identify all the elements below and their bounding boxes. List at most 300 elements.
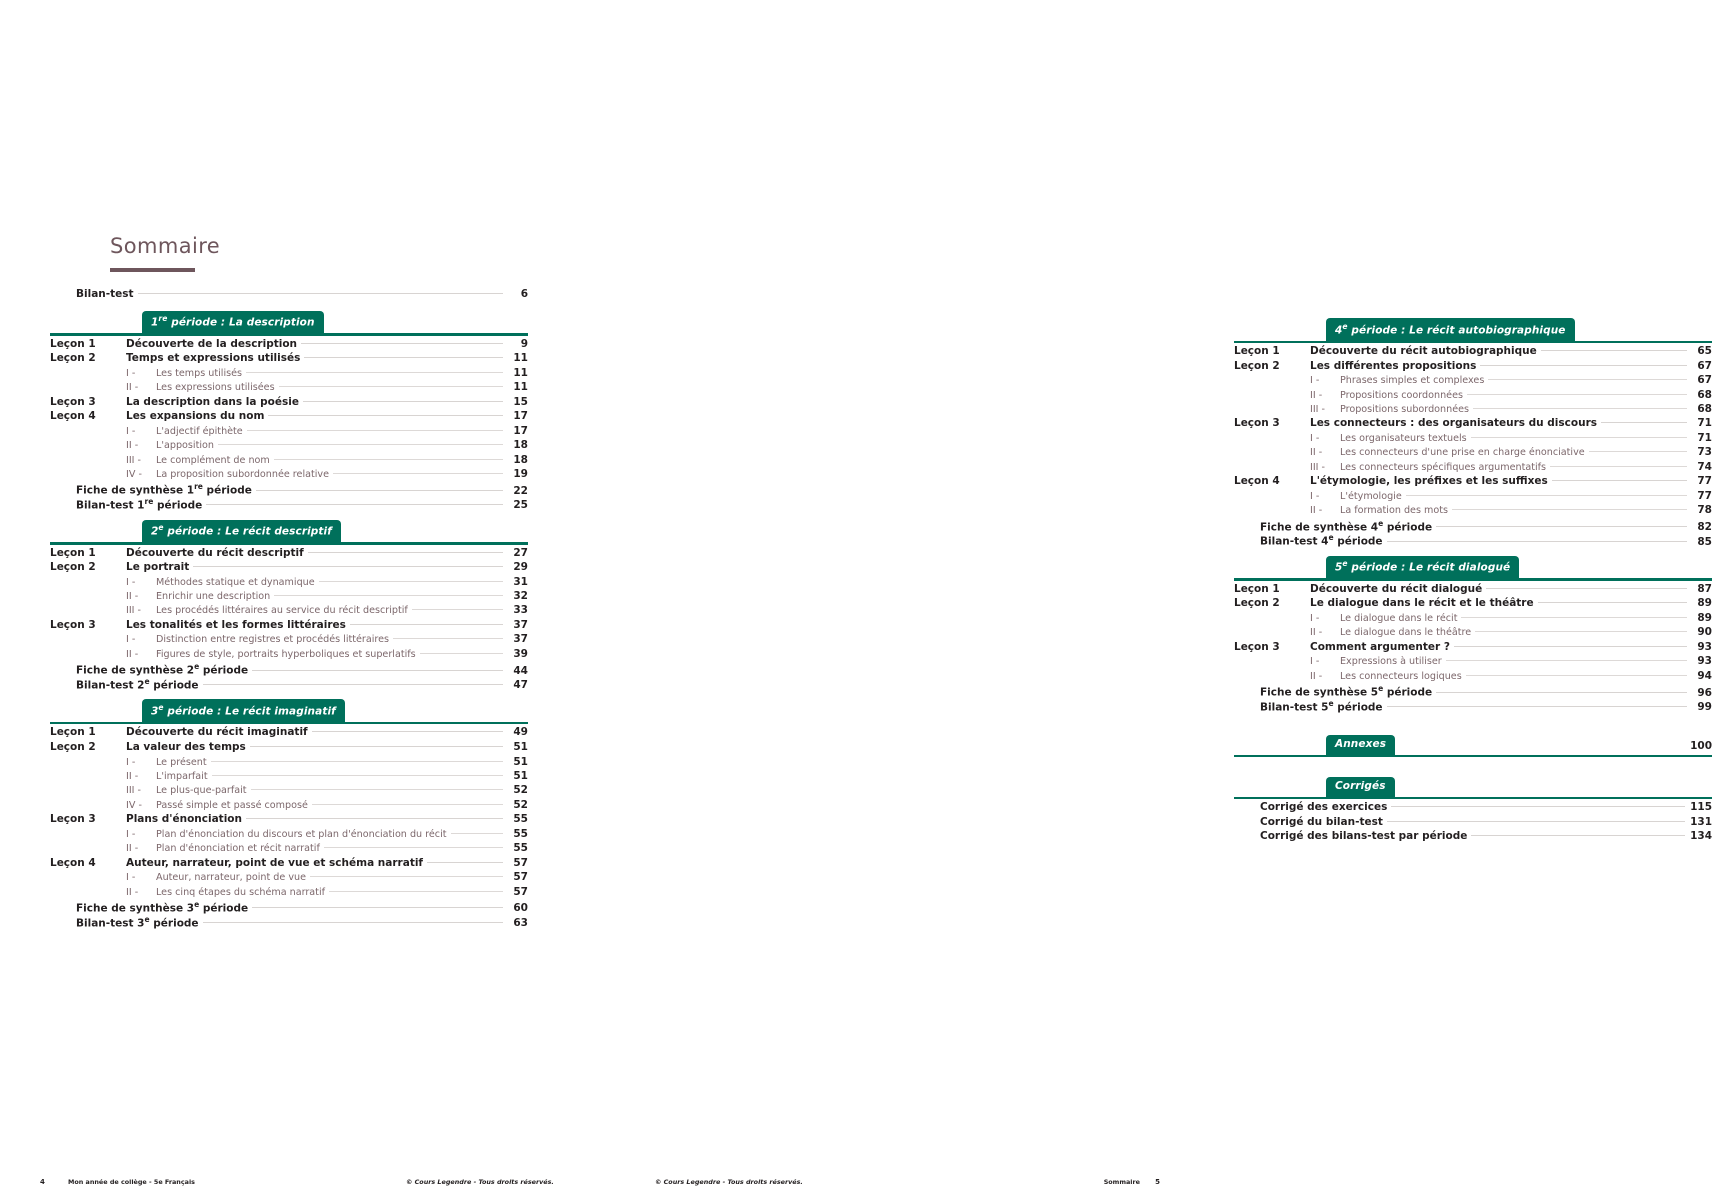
toc-row[interactable] [50, 741, 528, 756]
toc-row-title: Le présent [156, 756, 207, 768]
toc-row-page: 77 [1697, 475, 1712, 488]
toc-row-title: La valeur des temps [126, 741, 246, 754]
leader-line [420, 652, 503, 654]
toc-row-page: 52 [513, 798, 528, 811]
leader-line [303, 400, 503, 402]
leader-line [1387, 705, 1687, 707]
toc-row[interactable] [1234, 519, 1712, 534]
toc-roman-numeral: II - [1310, 389, 1323, 401]
leader-line [1406, 494, 1687, 496]
leader-line [1552, 479, 1687, 481]
toc-row[interactable] [50, 367, 528, 381]
toc-row[interactable] [50, 857, 528, 872]
leader-line [252, 906, 503, 908]
toc-row-page: 44 [513, 664, 528, 677]
leader-line [329, 890, 503, 892]
toc-lesson-label: Leçon 2 [50, 741, 96, 754]
leader-line [1387, 540, 1687, 542]
leader-line [1466, 674, 1687, 676]
toc-row-page: 57 [513, 871, 528, 884]
toc-row-title: Les expressions utilisées [156, 382, 275, 394]
toc-row-title: L'adjectif épithète [156, 425, 243, 437]
leader-line [247, 429, 503, 431]
toc-row[interactable] [1234, 626, 1712, 640]
toc-lesson-label: Leçon 3 [50, 395, 96, 408]
toc-row-title: Le portrait [126, 561, 190, 574]
toc-roman-numeral: II - [1310, 627, 1323, 639]
toc-row-page: 31 [513, 575, 528, 588]
toc-row-page: 17 [513, 410, 528, 423]
toc-row-title: Passé simple et passé composé [156, 799, 308, 811]
toc-row[interactable] [1234, 432, 1712, 446]
toc-row-title: Distinction entre registres et procédés littéraires [156, 634, 390, 646]
toc-roman-numeral: I - [1310, 490, 1320, 502]
toc-row-page: 55 [513, 842, 528, 855]
toc-row-title: Plans d'énonciation [126, 813, 242, 826]
footer-copyright: © Cours Legendre - Tous droits réservés. [655, 1178, 803, 1186]
toc-row[interactable] [50, 677, 528, 692]
toc-lesson-label: Leçon 3 [1234, 417, 1280, 430]
toc-row-page: 85 [1697, 535, 1712, 548]
toc-row-page: 11 [513, 352, 528, 365]
toc-row-title: Plan d'énonciation du discours et plan d'énonciation du récit [156, 828, 447, 840]
toc-row-page: 99 [1697, 701, 1712, 714]
toc-row-title: Le dialogue dans le théâtre [1340, 627, 1472, 639]
toc-row[interactable] [1234, 699, 1712, 714]
toc-lesson-label: Leçon 3 [1234, 640, 1280, 653]
toc-row-page: 55 [513, 827, 528, 840]
leader-line [251, 788, 503, 790]
toc-row-page: 18 [513, 453, 528, 466]
toc-row[interactable] [1234, 816, 1712, 831]
toc-row-title: Fiche de synthèse 5e période [1260, 684, 1433, 699]
toc-roman-numeral: II - [1310, 670, 1323, 682]
toc-entry-title: Bilan-test [76, 288, 134, 300]
toc-row-page: 67 [1697, 374, 1712, 387]
toc-column-left [50, 288, 528, 929]
toc-column-right [1234, 310, 1712, 845]
leader-line [393, 637, 503, 639]
toc-row-page: 93 [1697, 640, 1712, 653]
toc-row-title: Temps et expressions utilisés [126, 352, 301, 365]
toc-roman-numeral: II - [1310, 505, 1323, 517]
toc-row-page: 51 [513, 770, 528, 782]
toc-row[interactable] [1234, 490, 1712, 504]
leader-line [211, 760, 503, 762]
toc-row-title: La description dans la poésie [126, 395, 299, 408]
toc-row-page: 19 [513, 467, 528, 480]
toc-row-title: Le complément de nom [156, 454, 270, 466]
toc-row[interactable] [1234, 597, 1712, 612]
leader-line [1436, 525, 1687, 527]
toc-row[interactable] [50, 619, 528, 634]
leader-line [1467, 393, 1687, 395]
leader-line [1473, 407, 1687, 409]
toc-roman-numeral: I - [126, 828, 136, 840]
toc-row-title: Corrigé des exercices [1260, 801, 1388, 814]
toc-row-page: 49 [513, 726, 528, 739]
toc-row-page: 22 [513, 484, 528, 497]
toc-row[interactable] [1234, 446, 1712, 460]
toc-row-title: La proposition subordonnée relative [156, 468, 329, 480]
toc-entry-bilan-test[interactable] [50, 288, 528, 303]
leader-line [451, 832, 504, 834]
section-rule [1234, 755, 1712, 758]
toc-row-page: 71 [1697, 431, 1712, 444]
leader-line [274, 594, 503, 596]
title-underline-rule [110, 268, 195, 272]
toc-roman-numeral: III - [1310, 403, 1325, 415]
toc-row-title: Les connecteurs : des organisateurs du discours [1310, 417, 1598, 430]
toc-row[interactable] [1234, 801, 1712, 816]
toc-row-title: Auteur, narrateur, point de vue et schéma narratif [126, 856, 423, 869]
toc-row-title: Découverte du récit descriptif [126, 546, 304, 559]
toc-row[interactable] [50, 576, 528, 590]
leader-line [1387, 820, 1685, 822]
footer-section-name: Sommaire [1103, 1178, 1140, 1186]
toc-row[interactable] [50, 352, 528, 367]
toc-lesson-label: Leçon 1 [50, 546, 96, 559]
toc-row-page: 51 [513, 755, 528, 768]
toc-row[interactable] [50, 547, 528, 562]
toc-row-title: Les cinq étapes du schéma narratif [156, 886, 325, 898]
page-left [0, 0, 600, 1200]
footer-book-name: Mon année de collège - 5e Français [68, 1178, 195, 1186]
toc-row-title: Corrigé du bilan-test [1260, 815, 1383, 828]
toc-roman-numeral: II - [126, 440, 139, 452]
toc-row-page: 89 [1697, 611, 1712, 624]
leader-line [1589, 450, 1687, 452]
toc-lesson-label: Leçon 1 [1234, 345, 1280, 357]
toc-row[interactable] [1234, 374, 1712, 388]
page-right [600, 0, 1712, 1200]
toc-row-title: Les connecteurs logiques [1340, 670, 1462, 682]
toc-lesson-label: Leçon 4 [50, 410, 96, 423]
toc-row-page: 15 [513, 395, 528, 408]
toc-row-title: Auteur, narrateur, point de vue [156, 872, 306, 884]
leader-line [1488, 378, 1687, 380]
toc-row-title: L'étymologie [1340, 490, 1402, 502]
toc-roman-numeral: IV - [126, 799, 142, 811]
toc-row-page: 52 [513, 784, 528, 797]
toc-row[interactable] [50, 338, 528, 353]
toc-row[interactable] [50, 633, 528, 647]
toc-row[interactable] [1234, 583, 1712, 598]
toc-sections-left [50, 312, 528, 930]
toc-row-title: La formation des mots [1340, 505, 1448, 517]
footer-right [600, 1178, 1200, 1200]
leader-line [246, 817, 503, 819]
toc-row-page: 29 [513, 561, 528, 574]
toc-row-page: 89 [1697, 597, 1712, 610]
toc-row-page: 57 [513, 885, 528, 898]
toc-row[interactable] [50, 561, 528, 576]
section-badge-annexes[interactable]: Annexes [1326, 735, 1395, 755]
toc-row-title: Bilan-test 1re période [76, 496, 203, 512]
toc-row[interactable] [1234, 612, 1712, 626]
section-band [50, 700, 528, 724]
toc-row[interactable] [50, 396, 528, 411]
toc-row-page: 51 [513, 741, 528, 754]
toc-roman-numeral: I - [126, 756, 136, 768]
toc-row[interactable] [1234, 504, 1712, 518]
toc-row[interactable] [50, 482, 528, 497]
toc-row-title: Découverte de la description [126, 337, 298, 350]
toc-row-page: 78 [1697, 504, 1712, 517]
toc-row-page: 63 [513, 917, 528, 930]
toc-row-title: Fiche de synthèse 4e période [1260, 518, 1433, 533]
section-rule [1234, 578, 1712, 581]
toc-lesson-label: Leçon 2 [50, 352, 96, 365]
leader-line [1436, 691, 1687, 693]
toc-row-page: 131 [1690, 815, 1712, 828]
toc-row[interactable] [1234, 684, 1712, 699]
toc-row[interactable] [50, 813, 528, 828]
toc-row[interactable] [50, 468, 528, 482]
leader-line [304, 356, 503, 358]
section-band-corriges [1234, 775, 1712, 799]
leader-line [333, 472, 503, 474]
toc-row[interactable] [50, 900, 528, 915]
leader-line [312, 730, 503, 732]
leader-line [412, 608, 503, 610]
toc-row[interactable] [1234, 403, 1712, 417]
toc-row-page: 68 [1697, 402, 1712, 415]
page-header [110, 236, 530, 272]
toc-row-page: 11 [513, 366, 528, 379]
toc-row-title: Figures de style, portraits hyperboliques et superlatifs [156, 648, 416, 660]
section-badge-corriges[interactable]: Corrigés [1326, 777, 1395, 797]
toc-entry-page: 6 [520, 288, 528, 300]
toc-row-page: 39 [513, 647, 528, 660]
toc-row[interactable] [1234, 475, 1712, 490]
leader-line [193, 565, 503, 567]
leader-line [308, 551, 503, 553]
leader-line [312, 803, 503, 805]
leader-line [324, 846, 503, 848]
leader-line [1461, 616, 1687, 618]
toc-lesson-label: Leçon 3 [50, 813, 96, 826]
toc-row[interactable] [50, 590, 528, 604]
toc-roman-numeral: I - [1310, 375, 1320, 387]
leader-line [206, 503, 503, 505]
section-badge[interactable]: 3e période : Le récit imaginatif [142, 699, 345, 722]
page-title: Sommaire [110, 234, 221, 258]
toc-row[interactable] [50, 497, 528, 512]
toc-row-page: 90 [1697, 626, 1712, 639]
toc-row-page: 37 [513, 633, 528, 646]
toc-row-title: Fiche de synthèse 1re période [76, 482, 252, 497]
section-band-annexes [1234, 733, 1712, 757]
toc-lesson-label: Leçon 2 [1234, 597, 1280, 610]
toc-row[interactable] [50, 454, 528, 468]
toc-row-title: Enrichir une description [156, 591, 271, 603]
leader-line [138, 292, 503, 294]
toc-row-page: 11 [513, 381, 528, 394]
toc-lesson-label: Leçon 4 [1234, 475, 1280, 488]
toc-row[interactable] [1234, 345, 1712, 360]
toc-row[interactable] [50, 799, 528, 813]
leader-line [1391, 805, 1685, 807]
leader-line [250, 745, 503, 747]
toc-row[interactable] [50, 425, 528, 439]
toc-row-page: 55 [513, 813, 528, 826]
leader-line [274, 458, 503, 460]
toc-row-title: Bilan-test 3e période [76, 914, 199, 930]
toc-row-title: Les différentes propositions [1310, 359, 1477, 372]
toc-row-title: Les temps utilisés [156, 367, 243, 379]
leader-line [1550, 465, 1687, 467]
toc-row-title: Fiche de synthèse 3e période [76, 899, 249, 915]
section-band [1234, 557, 1712, 581]
toc-row-page: 73 [1697, 446, 1712, 459]
toc-row-page: 27 [513, 546, 528, 559]
toc-rows-corriges [1234, 801, 1712, 845]
toc-row[interactable] [1234, 655, 1712, 669]
toc-row[interactable] [50, 784, 528, 798]
leader-line [319, 580, 503, 582]
toc-row[interactable] [50, 842, 528, 856]
section-rule [50, 542, 528, 545]
toc-row[interactable] [1234, 670, 1712, 684]
toc-lesson-label: Leçon 3 [50, 618, 96, 631]
leader-line [279, 385, 503, 387]
toc-row[interactable] [50, 604, 528, 618]
toc-row[interactable] [1234, 360, 1712, 375]
section-band [50, 312, 528, 336]
toc-row-title: Expressions à utiliser [1340, 656, 1442, 668]
toc-row[interactable] [50, 410, 528, 425]
toc-row[interactable] [50, 662, 528, 677]
toc-row-title: Bilan-test 5e période [1260, 698, 1383, 714]
section-band [1234, 319, 1712, 343]
toc-row-page: 57 [513, 856, 528, 869]
toc-row-title: Méthodes statique et dynamique [156, 576, 315, 588]
leader-line [1541, 349, 1687, 351]
section-badge[interactable]: 1re période : La description [142, 311, 324, 334]
leader-line [212, 774, 503, 776]
toc-row-page: 18 [513, 439, 528, 452]
toc-row[interactable] [1234, 417, 1712, 432]
toc-row-page: 71 [1697, 417, 1712, 430]
toc-row-page: 17 [513, 424, 528, 437]
toc-roman-numeral: I - [126, 576, 136, 588]
toc-lesson-label: Leçon 4 [50, 856, 96, 869]
toc-row[interactable] [50, 439, 528, 453]
toc-roman-numeral: II - [126, 771, 139, 782]
toc-lesson-label: Leçon 2 [50, 561, 96, 574]
leader-line [1452, 508, 1687, 510]
toc-row-page: 9 [520, 337, 528, 350]
section-rule [50, 722, 528, 725]
toc-roman-numeral: III - [1310, 461, 1325, 473]
footer-page-number: 4 [40, 1178, 45, 1186]
leader-line [1454, 645, 1687, 647]
toc-row-title: Les organisateurs textuels [1340, 432, 1467, 444]
toc-row[interactable] [50, 770, 528, 784]
toc-sections-right [1234, 319, 1712, 713]
leader-line [203, 683, 503, 685]
toc-row[interactable] [50, 871, 528, 885]
toc-row-title: L'étymologie, les préfixes et les suffixes [1310, 475, 1548, 488]
toc-roman-numeral: I - [126, 634, 136, 646]
section-badge[interactable]: 2e période : Le récit descriptif [142, 520, 341, 543]
toc-row-title: Découverte du récit autobiographique [1310, 345, 1537, 357]
toc-row-page: 96 [1697, 686, 1712, 699]
toc-row[interactable] [1234, 461, 1712, 475]
toc-row[interactable] [50, 381, 528, 395]
leader-line [1538, 601, 1687, 603]
toc-row-page: 93 [1697, 655, 1712, 668]
toc-row-title: Propositions subordonnées [1340, 403, 1470, 415]
toc-row-page: 74 [1697, 460, 1712, 473]
toc-row-page: 33 [513, 604, 528, 617]
toc-row-title: Les connecteurs d'une prise en charge énonciative [1340, 447, 1585, 459]
toc-row-title: L'imparfait [156, 771, 208, 782]
toc-roman-numeral: III - [126, 605, 141, 617]
toc-roman-numeral: II - [126, 843, 139, 855]
toc-roman-numeral: II - [126, 886, 139, 898]
toc-row[interactable] [1234, 389, 1712, 403]
toc-row[interactable] [50, 648, 528, 662]
toc-roman-numeral: III - [126, 454, 141, 466]
toc-row[interactable] [1234, 830, 1712, 845]
toc-row-page: 47 [513, 679, 528, 692]
leader-line [252, 669, 503, 671]
toc-roman-numeral: II - [126, 591, 139, 603]
toc-row[interactable] [50, 726, 528, 741]
leader-line [1480, 364, 1687, 366]
leader-line [427, 861, 503, 863]
footer-copyright: © Cours Legendre - Tous droits réservés. [406, 1178, 554, 1186]
leader-line [1475, 630, 1687, 632]
leader-line [1446, 659, 1687, 661]
toc-row[interactable] [50, 828, 528, 842]
toc-row[interactable] [1234, 533, 1712, 548]
leader-line [203, 921, 503, 923]
toc-row-page: 94 [1697, 669, 1712, 682]
toc-lesson-label: Leçon 1 [1234, 582, 1280, 595]
toc-row-page: 60 [513, 902, 528, 915]
footer-page-number: 5 [1155, 1178, 1160, 1186]
leader-line [256, 489, 503, 491]
toc-roman-numeral: I - [126, 425, 136, 437]
leader-line [1601, 421, 1687, 423]
section-rule [1234, 797, 1712, 800]
toc-row[interactable] [1234, 641, 1712, 656]
leader-line [1471, 436, 1687, 438]
section-badge[interactable]: 5e période : Le récit dialogué [1326, 556, 1519, 579]
leader-line [301, 342, 503, 344]
toc-roman-numeral: IV - [126, 468, 142, 480]
toc-roman-numeral: I - [126, 872, 136, 884]
toc-lesson-label: Leçon 1 [50, 337, 96, 350]
toc-roman-numeral: II - [126, 648, 139, 660]
leader-line [218, 443, 503, 445]
leader-line [246, 371, 503, 373]
section-badge[interactable]: 4e période : Le récit autobiographique [1326, 318, 1575, 341]
toc-row[interactable] [50, 886, 528, 900]
toc-row-title: Les procédés littéraires au service du récit descriptif [156, 605, 408, 617]
leader-line [1471, 834, 1685, 836]
section-page-annexes: 100 [1690, 740, 1712, 753]
toc-row[interactable] [50, 756, 528, 770]
toc-row-title: Bilan-test 2e période [76, 676, 199, 692]
toc-row-title: Fiche de synthèse 2e période [76, 662, 249, 677]
toc-roman-numeral: I - [1310, 656, 1320, 668]
toc-row-title: Corrigé des bilans-test par période [1260, 830, 1468, 843]
toc-row[interactable] [50, 915, 528, 930]
